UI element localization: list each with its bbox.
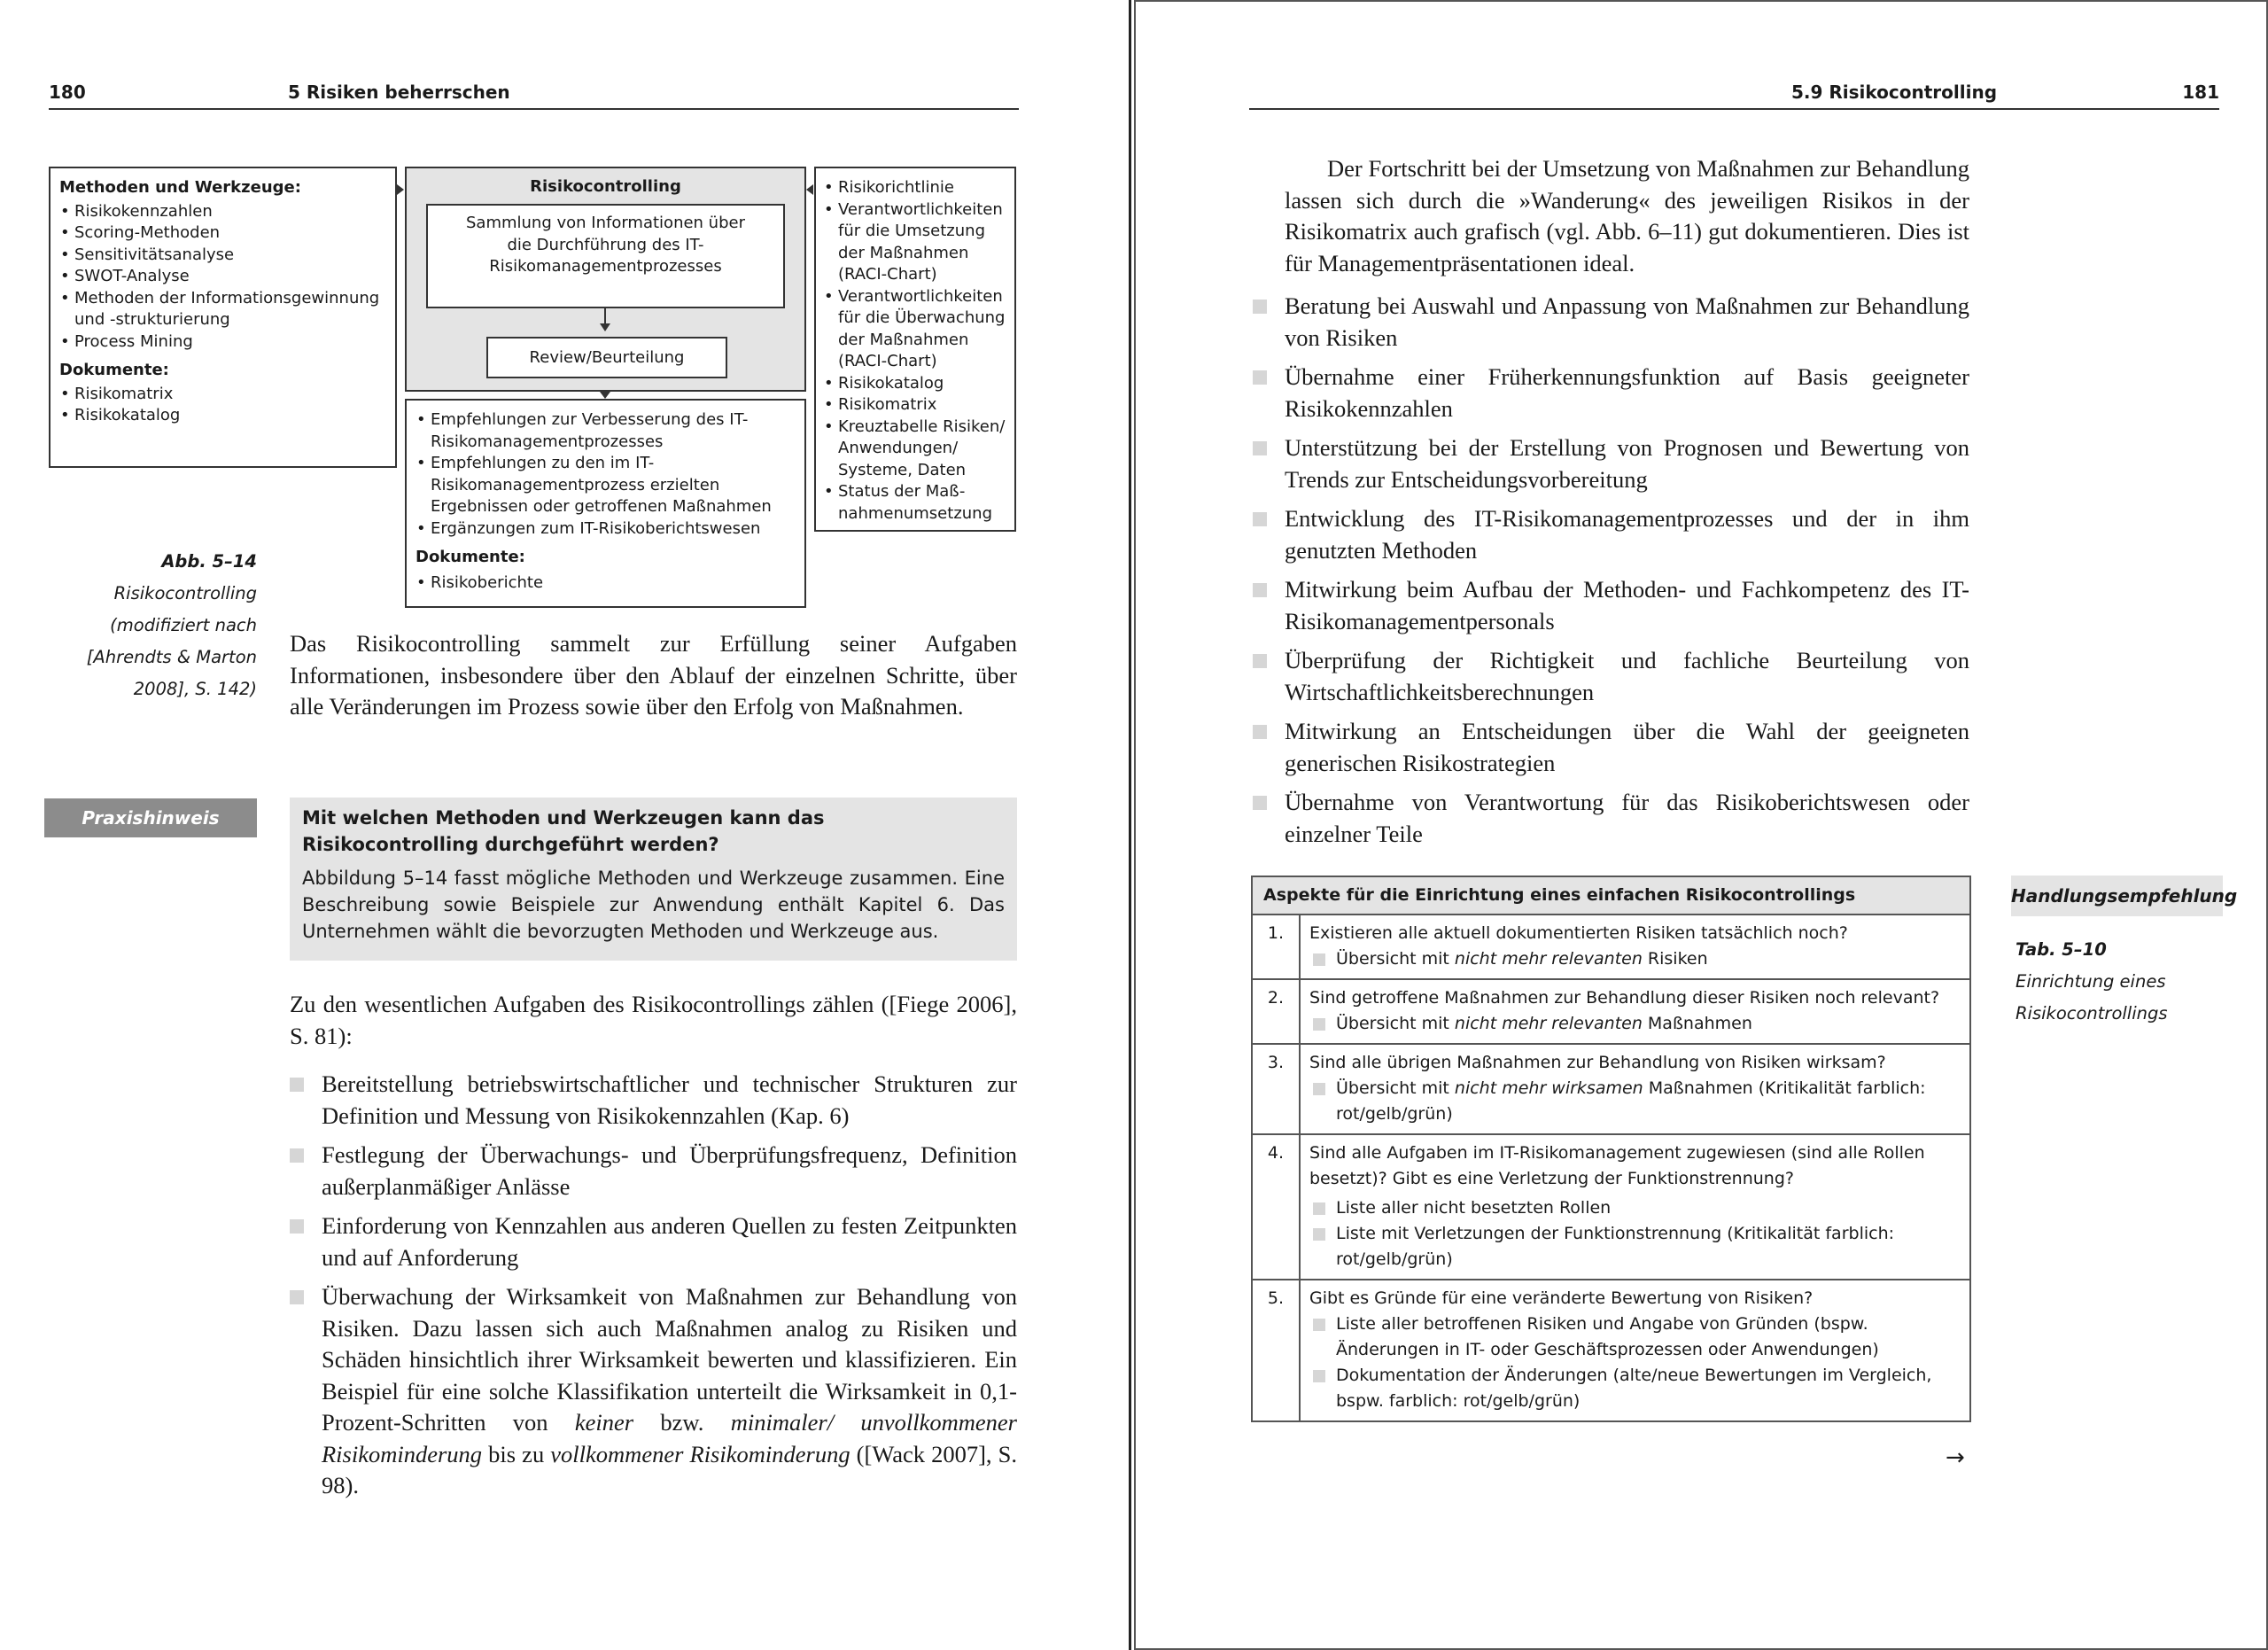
emphasis: vollkommener Risikominderung: [550, 1440, 850, 1467]
text-run: Überwachung der Wirksamkeit von Maßnahmen zur Behandlung von Risiken. Dazu lassen sich auch Maßnahmen analog zu Risiken und Schäden hinsichtlich ihrer Wirksamkeit bewerten und klassifizieren. Ein Beispiel für eine solche Klassifikation unterteilt die Wirksamkeit in 0,1-Prozent-Schritten von: [322, 1283, 1017, 1436]
emphasis: minimaler/ unvollkommener Risikominderung: [322, 1409, 1017, 1467]
list-item: • Methoden der Informationsgewinnung und -strukturierung: [59, 288, 386, 331]
arrow-down-icon: [600, 323, 610, 331]
row-question: Sind getroffene Maßnahmen zur Behandlung dieser Risiken noch relevant?: [1309, 988, 1940, 1008]
row-number: 4.: [1252, 1134, 1300, 1280]
row-question: Existieren alle aktuell dokumentierten Risiken tatsächlich noch?: [1309, 923, 1848, 943]
arrow-down-icon: [600, 392, 610, 399]
practice-tag: Praxishinweis: [44, 798, 257, 837]
list-item: • Risikokatalog: [59, 405, 386, 427]
risk-controlling-box: [405, 167, 806, 392]
list-item: Bereitstellung betriebswirtschaftlicher und technischer Strukturen zur Definition und Messung von Risikokennzahlen (Kap. 6): [290, 1069, 1017, 1132]
figure-caption-text: Risikocontrolling (modifiziert nach [Ahrendts & Marton 2008], S. 142): [86, 583, 257, 699]
sub-item: Übersicht mit nicht mehr relevanten Maßnahmen: [1309, 1011, 1961, 1037]
left-page-header: [49, 82, 1019, 110]
table-row: [1252, 979, 1970, 1044]
row-number: 5.: [1252, 1280, 1300, 1421]
page-number: 180: [49, 82, 86, 103]
list-item: Überprüfung der Richtigkeit und fachliche Beurteilung von Wirtschaftlichkeitsberechnungen: [1253, 645, 1969, 708]
list-item: • Risikomatrix: [59, 384, 386, 406]
row-number: 2.: [1252, 979, 1300, 1044]
list-item: • Risikoberichte: [416, 572, 796, 595]
list-item: • Kreuztabelle Risiken/ Anwendungen/ Systeme, Daten: [823, 416, 1009, 482]
list-item: Entwicklung des IT-Risikomanagementprozesses und der in ihm genutzten Methoden: [1253, 503, 1969, 566]
chapter-title: 5 Risiken beherrschen: [288, 82, 510, 103]
task-list: [290, 1069, 1017, 1502]
sub-item: Liste aller nicht besetzten Rollen: [1309, 1195, 1961, 1221]
row-question: Sind alle übrigen Maßnahmen zur Behandlung von Risiken wirksam?: [1309, 1053, 1886, 1072]
text-run: ([Wack 2007], S. 98).: [322, 1440, 1017, 1498]
table-row: [1252, 1044, 1970, 1134]
continue-arrow-icon: →: [1946, 1444, 1965, 1471]
sub-item: Übersicht mit nicht mehr relevanten Risiken: [1309, 946, 1961, 972]
list-item: Einforderung von Kennzahlen aus anderen Quellen zu festen Zeitpunkten und auf Anforderung: [290, 1210, 1017, 1273]
methods-tools-box: [49, 167, 397, 468]
inputs-box: [814, 167, 1016, 532]
arrow-left-icon: [806, 184, 813, 195]
aspects-table: [1251, 876, 1971, 1422]
table-caption-text: Einrichtung eines Risikocontrollings: [2016, 971, 2168, 1023]
left-page: [0, 0, 1131, 1650]
row-number: 3.: [1252, 1044, 1300, 1134]
table-header: Aspekte für die Einrichtung eines einfachen Risikocontrollings: [1252, 876, 1970, 915]
list-item: • Verantwortlichkeiten für die Überwachung der Maßnahmen (RACI-Chart): [823, 286, 1009, 373]
sub-item: Übersicht mit nicht mehr wirksamen Maßnahmen (Kritikalität farblich: rot/gelb/grün): [1309, 1076, 1961, 1127]
text-run: bis zu: [482, 1440, 551, 1467]
paragraph: Zu den wesentlichen Aufgaben des Risikocontrollings zählen ([Fiege 2006], S. 81):: [290, 991, 1017, 1049]
table-label: Tab. 5–10: [2016, 939, 2107, 960]
practice-text: Abbildung 5–14 fasst mögliche Methoden und Werkzeuge zusammen. Eine Beschreibung sowie Beispiele zur Anwendung enthält Kapitel 6. Das Unternehmen wählt die bevorzugten Methoden und Werkzeuge aus.: [302, 868, 1005, 942]
recommendation-tag: Handlungsempfehlung: [2011, 876, 2223, 916]
list-item: • Empfehlungen zu den im IT-Risikomanagementprozess erzielten Ergebnissen oder getroffenen Maßnahmen: [416, 453, 796, 518]
list-item: • Process Mining: [59, 331, 386, 354]
risk-controlling-title: Risikocontrolling: [530, 177, 681, 196]
documents-heading: Dokumente:: [416, 548, 525, 566]
table-row: [1252, 915, 1970, 979]
documents-heading: Dokumente:: [59, 361, 169, 379]
list-item: Festlegung der Überwachungs- und Überprüfungsfrequenz, Definition außerplanmäßiger Anlässe: [290, 1140, 1017, 1202]
text-run: bzw.: [633, 1409, 731, 1436]
outputs-box: [405, 399, 806, 608]
paragraph: Der Fortschritt bei der Umsetzung von Maßnahmen zur Behandlung lassen sich durch die »Wanderung« des jeweiligen Risikos in der Risikomatrix auch grafisch (vgl. Abb. 6–11) gut dokumentieren. Dies ist für Managementpräsentationen ideal.: [1285, 155, 1969, 276]
list-item: • SWOT-Analyse: [59, 266, 386, 288]
arrow-right-icon: [397, 184, 404, 195]
row-question: Gibt es Gründe für eine veränderte Bewertung von Risiken?: [1309, 1288, 1814, 1308]
section-title: 5.9 Risikocontrolling: [1791, 82, 1998, 103]
paragraph: Das Risikocontrolling sammelt zur Erfüllung seiner Aufgaben Informationen, insbesondere über den Ablauf der einzelnen Schritte, über alle Veränderungen im Prozess sowie über den Erfolg von Maßnahmen.: [290, 630, 1017, 720]
practice-box: [290, 798, 1017, 961]
right-page: [1134, 0, 2268, 1650]
sub-item: Dokumentation der Änderungen (alte/neue Bewertungen im Vergleich, bspw. farblich: rot/gelb/grün): [1309, 1363, 1961, 1414]
collection-box: Sammlung von Informationen über die Durchführung des IT-Risikomanagementprozesses: [426, 204, 785, 308]
figure-label: Abb. 5–14: [161, 551, 257, 572]
list-item: • Risikomatrix: [823, 394, 1009, 416]
sub-item: Liste mit Verletzungen der Funktionstrennung (Kritikalität farblich: rot/gelb/grün): [1309, 1221, 1961, 1273]
sub-item: Liste aller betroffenen Risiken und Angabe von Gründen (bspw. Änderungen in IT- oder Geschäftsprozessen oder Anwendungen): [1309, 1311, 1961, 1363]
list-item: • Ergänzungen zum IT-Risikoberichtswesen: [416, 518, 796, 541]
methods-heading: Methoden und Werkzeuge:: [59, 178, 301, 197]
right-page-header: [1249, 82, 2219, 110]
figure-caption: [35, 546, 257, 705]
list-item: Übernahme von Verantwortung für das Risikoberichtswesen oder einzelner Teile: [1253, 787, 1969, 850]
list-item: [290, 1281, 1017, 1502]
row-number: 1.: [1252, 915, 1300, 979]
page-number: 181: [2182, 82, 2219, 103]
list-item: • Empfehlungen zur Verbesserung des IT-Risikomanagementprozesses: [416, 409, 796, 453]
emphasis: keiner: [574, 1409, 634, 1436]
list-item: Unterstützung bei der Erstellung von Prognosen und Bewertung von Trends zur Entscheidungsvorbereitung: [1253, 432, 1969, 495]
list-item: • Risikorichtlinie: [823, 177, 1009, 199]
table-row: [1252, 1134, 1970, 1280]
list-item: • Sensitivitätsanalyse: [59, 245, 386, 267]
task-list: [1253, 291, 1969, 850]
practice-title: Mit welchen Methoden und Werkzeugen kann das Risikocontrolling durchgeführt werden?: [302, 807, 825, 855]
list-item: • Status der Maß-nahmenumsetzung: [823, 481, 1009, 525]
list-item: Übernahme einer Früherkennungsfunktion auf Basis geeigneter Risikokennzahlen: [1253, 362, 1969, 424]
table-caption: [2016, 934, 2219, 1030]
list-item: • Risikokennzahlen: [59, 201, 386, 223]
list-item: • Risikokatalog: [823, 373, 1009, 395]
list-item: • Verantwortlichkeiten für die Umsetzung der Maßnahmen (RACI-Chart): [823, 199, 1009, 286]
review-box: Review/Beurteilung: [486, 337, 727, 378]
list-item: Mitwirkung beim Aufbau der Methoden- und Fachkompetenz des IT-Risikomanagementpersonals: [1253, 574, 1969, 637]
row-question: Sind alle Aufgaben im IT-Risikomanagement zugewiesen (sind alle Rollen besetzt)? Gibt es eine Verletzung der Funktionstrennung?: [1309, 1143, 1925, 1188]
list-item: • Scoring-Methoden: [59, 222, 386, 245]
list-item: Mitwirkung an Entscheidungen über die Wahl der geeigneten generischen Risikostrategien: [1253, 716, 1969, 779]
list-item: Beratung bei Auswahl und Anpassung von Maßnahmen zur Behandlung von Risiken: [1253, 291, 1969, 354]
table-row: [1252, 1280, 1970, 1421]
